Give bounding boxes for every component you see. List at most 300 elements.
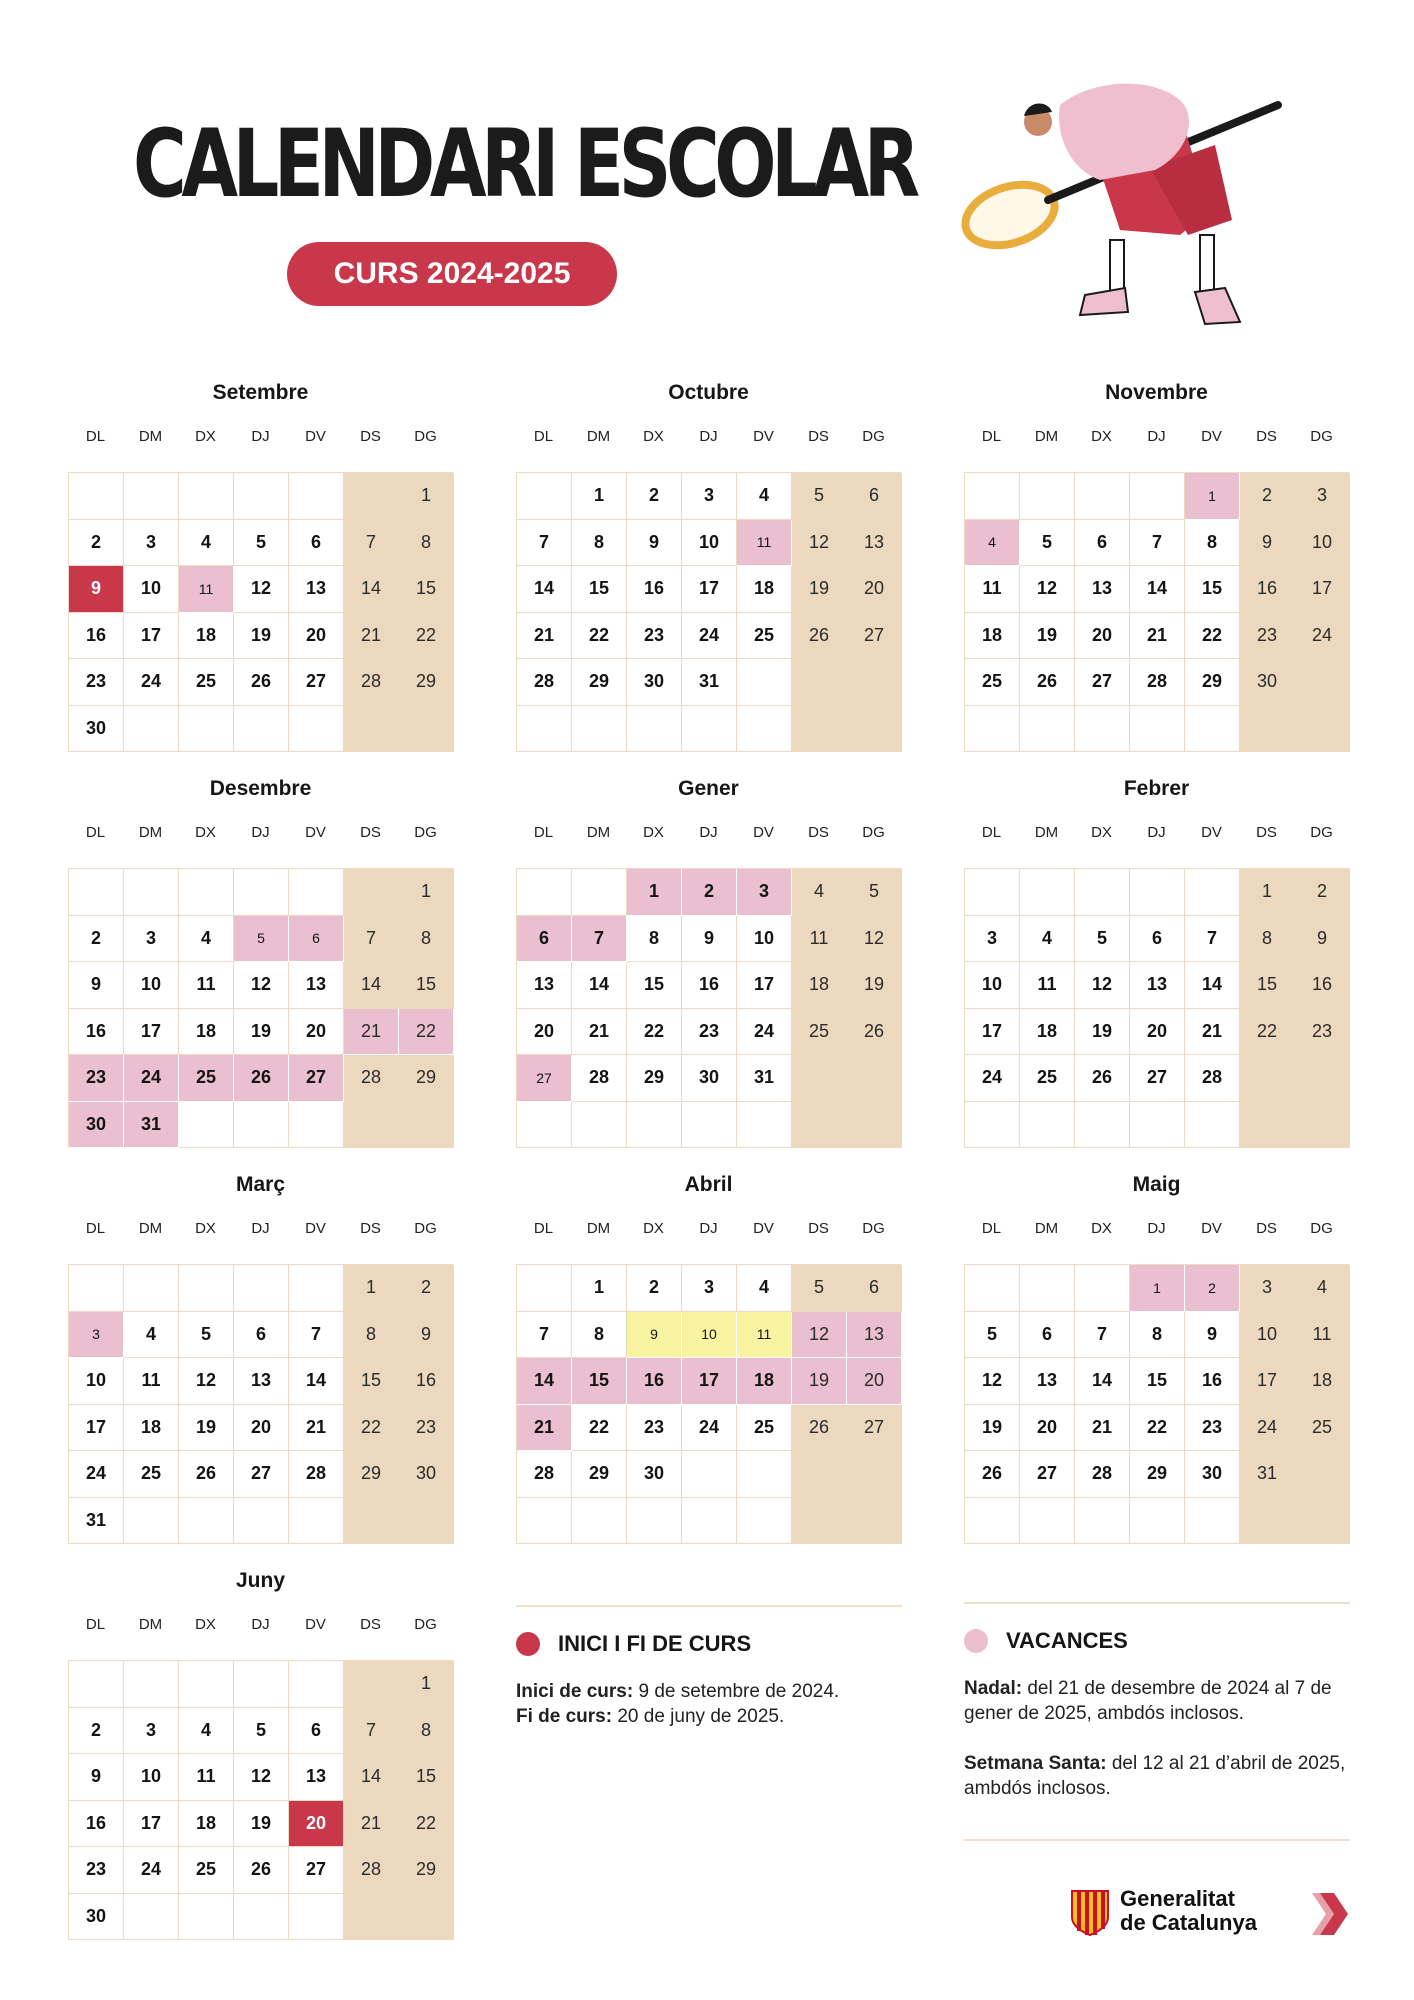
day-cell: 21 bbox=[1130, 613, 1185, 660]
empty-cell bbox=[1020, 473, 1075, 520]
day-cell: 16 bbox=[1240, 566, 1295, 613]
empty-cell bbox=[289, 869, 344, 916]
day-cell: 21 bbox=[289, 1405, 344, 1452]
day-cell: 1 bbox=[344, 1265, 399, 1312]
day-cell: 11 bbox=[737, 1312, 792, 1359]
day-cell: 7 bbox=[1185, 916, 1240, 963]
empty-cell bbox=[124, 1265, 179, 1312]
day-cell: 9 bbox=[682, 916, 737, 963]
day-cell: 3 bbox=[682, 1265, 737, 1312]
month-calendar bbox=[68, 1170, 453, 1544]
month-calendar bbox=[964, 1170, 1349, 1544]
day-cell: 1 bbox=[1185, 473, 1240, 520]
empty-cell bbox=[682, 1102, 737, 1149]
empty-cell bbox=[179, 1102, 234, 1149]
empty-cell bbox=[847, 659, 902, 706]
day-cell: 21 bbox=[344, 613, 399, 660]
empty-cell bbox=[627, 1498, 682, 1545]
empty-cell bbox=[1185, 1102, 1240, 1149]
day-cell: 15 bbox=[399, 566, 454, 613]
empty-cell bbox=[965, 706, 1020, 753]
course-start: Inici de curs: 9 de setembre de 2024. bbox=[516, 1681, 840, 1702]
day-cell: 23 bbox=[69, 659, 124, 706]
weekday-label: DM bbox=[1034, 428, 1059, 445]
day-cell: 3 bbox=[124, 520, 179, 567]
weekday-label: DJ bbox=[1147, 1220, 1166, 1237]
weekday-label: DG bbox=[862, 824, 885, 841]
day-cell: 5 bbox=[234, 1708, 289, 1755]
day-cell: 13 bbox=[517, 962, 572, 1009]
day-cell: 4 bbox=[179, 916, 234, 963]
weekday-header bbox=[68, 818, 453, 848]
day-cell: 19 bbox=[234, 1801, 289, 1848]
empty-cell bbox=[234, 1661, 289, 1708]
empty-cell bbox=[289, 1661, 344, 1708]
legend-vacation-title: VACANCES bbox=[1006, 1628, 1128, 1653]
empty-cell bbox=[1295, 1451, 1350, 1498]
day-cell: 3 bbox=[965, 916, 1020, 963]
day-cell: 8 bbox=[572, 1312, 627, 1359]
empty-cell bbox=[792, 706, 847, 753]
day-cell: 26 bbox=[234, 659, 289, 706]
weekday-label: DJ bbox=[251, 428, 270, 445]
empty-cell bbox=[627, 1102, 682, 1149]
weekday-label: DV bbox=[305, 1220, 326, 1237]
empty-cell bbox=[1295, 659, 1350, 706]
day-cell: 19 bbox=[965, 1405, 1020, 1452]
day-cell: 14 bbox=[1130, 566, 1185, 613]
day-cell: 13 bbox=[847, 1312, 902, 1359]
month-grid bbox=[68, 868, 453, 1148]
weekday-label: DL bbox=[85, 428, 106, 445]
empty-cell bbox=[965, 869, 1020, 916]
empty-cell bbox=[344, 473, 399, 520]
empty-cell bbox=[792, 659, 847, 706]
day-cell: 28 bbox=[344, 1847, 399, 1894]
weekday-label: DM bbox=[138, 1220, 163, 1237]
day-cell: 31 bbox=[682, 659, 737, 706]
empty-cell bbox=[572, 1498, 627, 1545]
empty-cell bbox=[792, 1102, 847, 1149]
day-cell: 3 bbox=[69, 1312, 124, 1359]
weekday-label: DS bbox=[360, 1220, 381, 1237]
empty-cell bbox=[847, 1102, 902, 1149]
page-title: CALENDARI ESCOLAR bbox=[133, 110, 915, 219]
day-cell: 27 bbox=[289, 1847, 344, 1894]
empty-cell bbox=[965, 473, 1020, 520]
empty-cell bbox=[399, 1894, 454, 1941]
day-cell: 1 bbox=[1130, 1265, 1185, 1312]
day-cell: 20 bbox=[517, 1009, 572, 1056]
day-cell: 3 bbox=[124, 1708, 179, 1755]
day-cell: 18 bbox=[179, 1801, 234, 1848]
weekday-label: DL bbox=[533, 824, 554, 841]
empty-cell bbox=[1020, 1498, 1075, 1545]
day-cell: 23 bbox=[69, 1055, 124, 1102]
empty-cell bbox=[399, 1498, 454, 1545]
day-cell: 10 bbox=[124, 1754, 179, 1801]
day-cell: 30 bbox=[682, 1055, 737, 1102]
legend-vacation bbox=[964, 1602, 1350, 1841]
weekday-header bbox=[516, 818, 901, 848]
empty-cell bbox=[69, 1661, 124, 1708]
day-cell: 1 bbox=[627, 869, 682, 916]
month-calendar bbox=[68, 378, 453, 752]
empty-cell bbox=[737, 1451, 792, 1498]
day-cell: 17 bbox=[682, 566, 737, 613]
empty-cell bbox=[1240, 1055, 1295, 1102]
day-cell: 13 bbox=[1130, 962, 1185, 1009]
day-cell: 13 bbox=[289, 962, 344, 1009]
day-cell: 4 bbox=[1020, 916, 1075, 963]
empty-cell bbox=[1075, 1498, 1130, 1545]
empty-cell bbox=[965, 1265, 1020, 1312]
empty-cell bbox=[1185, 869, 1240, 916]
day-cell: 1 bbox=[1240, 869, 1295, 916]
day-cell: 24 bbox=[737, 1009, 792, 1056]
day-cell: 19 bbox=[234, 613, 289, 660]
day-cell: 12 bbox=[234, 1754, 289, 1801]
empty-cell bbox=[344, 1894, 399, 1941]
day-cell: 23 bbox=[69, 1847, 124, 1894]
legend-course bbox=[516, 1605, 902, 1729]
empty-cell bbox=[179, 1661, 234, 1708]
course-dot-icon bbox=[516, 1632, 540, 1656]
day-cell: 20 bbox=[1020, 1405, 1075, 1452]
weekday-label: DV bbox=[753, 1220, 774, 1237]
day-cell: 29 bbox=[399, 1055, 454, 1102]
day-cell: 23 bbox=[682, 1009, 737, 1056]
empty-cell bbox=[1020, 869, 1075, 916]
empty-cell bbox=[1075, 473, 1130, 520]
day-cell: 15 bbox=[627, 962, 682, 1009]
day-cell: 9 bbox=[1295, 916, 1350, 963]
day-cell: 9 bbox=[1240, 520, 1295, 567]
day-cell: 14 bbox=[517, 566, 572, 613]
day-cell: 25 bbox=[179, 1847, 234, 1894]
month-name: Febrer bbox=[1123, 777, 1190, 800]
day-cell: 10 bbox=[682, 520, 737, 567]
day-cell: 21 bbox=[517, 1405, 572, 1452]
empty-cell bbox=[179, 473, 234, 520]
weekday-label: DL bbox=[533, 1220, 554, 1237]
empty-cell bbox=[344, 869, 399, 916]
day-cell: 22 bbox=[572, 613, 627, 660]
day-cell: 26 bbox=[792, 1405, 847, 1452]
day-cell: 27 bbox=[289, 1055, 344, 1102]
day-cell: 21 bbox=[572, 1009, 627, 1056]
day-cell: 16 bbox=[1295, 962, 1350, 1009]
day-cell: 3 bbox=[124, 916, 179, 963]
day-cell: 28 bbox=[1185, 1055, 1240, 1102]
weekday-label: DJ bbox=[1147, 824, 1166, 841]
empty-cell bbox=[792, 1055, 847, 1102]
day-cell: 8 bbox=[1185, 520, 1240, 567]
day-cell: 21 bbox=[344, 1009, 399, 1056]
day-cell: 15 bbox=[399, 962, 454, 1009]
day-cell: 30 bbox=[1240, 659, 1295, 706]
day-cell: 26 bbox=[1020, 659, 1075, 706]
day-cell: 12 bbox=[847, 916, 902, 963]
weekday-header bbox=[68, 1214, 453, 1244]
day-cell: 18 bbox=[792, 962, 847, 1009]
day-cell: 24 bbox=[965, 1055, 1020, 1102]
generalitat-logo bbox=[1070, 1885, 1360, 1945]
day-cell: 29 bbox=[1130, 1451, 1185, 1498]
day-cell: 7 bbox=[517, 520, 572, 567]
day-cell: 1 bbox=[399, 473, 454, 520]
empty-cell bbox=[1075, 706, 1130, 753]
empty-cell bbox=[399, 706, 454, 753]
month-calendar bbox=[964, 774, 1349, 1148]
day-cell: 28 bbox=[517, 1451, 572, 1498]
weekday-label: DS bbox=[360, 1616, 381, 1633]
weekday-label: DX bbox=[643, 1220, 664, 1237]
day-cell: 22 bbox=[399, 1009, 454, 1056]
day-cell: 24 bbox=[69, 1451, 124, 1498]
empty-cell bbox=[124, 1498, 179, 1545]
weekday-header bbox=[964, 1214, 1349, 1244]
weekday-label: DS bbox=[808, 428, 829, 445]
day-cell: 10 bbox=[737, 916, 792, 963]
day-cell: 27 bbox=[517, 1055, 572, 1102]
day-cell: 5 bbox=[234, 916, 289, 963]
logo-line1: Generalitat bbox=[1120, 1886, 1235, 1911]
empty-cell bbox=[179, 1265, 234, 1312]
person-with-magnifier-illustration bbox=[950, 60, 1310, 340]
weekday-label: DM bbox=[586, 428, 611, 445]
day-cell: 26 bbox=[1075, 1055, 1130, 1102]
weekday-label: DV bbox=[305, 428, 326, 445]
empty-cell bbox=[517, 706, 572, 753]
day-cell: 22 bbox=[1185, 613, 1240, 660]
day-cell: 9 bbox=[627, 520, 682, 567]
day-cell: 28 bbox=[344, 1055, 399, 1102]
weekday-header bbox=[516, 1214, 901, 1244]
month-grid bbox=[964, 1264, 1349, 1544]
day-cell: 14 bbox=[1075, 1358, 1130, 1405]
day-cell: 4 bbox=[965, 520, 1020, 567]
day-cell: 17 bbox=[965, 1009, 1020, 1056]
month-grid bbox=[68, 1660, 453, 1940]
day-cell: 29 bbox=[1185, 659, 1240, 706]
weekday-label: DL bbox=[85, 1616, 106, 1633]
logo-line2: de Catalunya bbox=[1120, 1910, 1257, 1935]
day-cell: 10 bbox=[965, 962, 1020, 1009]
day-cell: 10 bbox=[1295, 520, 1350, 567]
day-cell: 1 bbox=[399, 869, 454, 916]
empty-cell bbox=[1295, 1498, 1350, 1545]
empty-cell bbox=[792, 1498, 847, 1545]
day-cell: 26 bbox=[847, 1009, 902, 1056]
empty-cell bbox=[289, 1498, 344, 1545]
weekday-label: DX bbox=[643, 824, 664, 841]
day-cell: 29 bbox=[399, 1847, 454, 1894]
day-cell: 2 bbox=[1240, 473, 1295, 520]
day-cell: 20 bbox=[1075, 613, 1130, 660]
day-cell: 18 bbox=[737, 566, 792, 613]
empty-cell bbox=[682, 706, 737, 753]
empty-cell bbox=[234, 706, 289, 753]
day-cell: 6 bbox=[1130, 916, 1185, 963]
day-cell: 11 bbox=[179, 962, 234, 1009]
empty-cell bbox=[289, 706, 344, 753]
day-cell: 15 bbox=[344, 1358, 399, 1405]
day-cell: 24 bbox=[1240, 1405, 1295, 1452]
day-cell: 24 bbox=[124, 659, 179, 706]
christmas-text: Nadal: del 21 de desembre de 2024 al 7 de gener de 2025, ambdós inclosos. bbox=[964, 1678, 1332, 1724]
day-cell: 9 bbox=[627, 1312, 682, 1359]
day-cell: 14 bbox=[572, 962, 627, 1009]
empty-cell bbox=[234, 1102, 289, 1149]
month-grid bbox=[516, 1264, 901, 1544]
empty-cell bbox=[69, 1265, 124, 1312]
day-cell: 20 bbox=[234, 1405, 289, 1452]
empty-cell bbox=[69, 869, 124, 916]
empty-cell bbox=[124, 1661, 179, 1708]
day-cell: 24 bbox=[124, 1847, 179, 1894]
weekday-label: DX bbox=[1091, 1220, 1112, 1237]
day-cell: 6 bbox=[289, 520, 344, 567]
empty-cell bbox=[1130, 706, 1185, 753]
day-cell: 17 bbox=[682, 1358, 737, 1405]
day-cell: 22 bbox=[399, 613, 454, 660]
day-cell: 4 bbox=[737, 1265, 792, 1312]
day-cell: 13 bbox=[289, 566, 344, 613]
weekday-label: DV bbox=[1201, 824, 1222, 841]
day-cell: 1 bbox=[572, 1265, 627, 1312]
empty-cell bbox=[344, 706, 399, 753]
day-cell: 7 bbox=[289, 1312, 344, 1359]
weekday-label: DJ bbox=[251, 1220, 270, 1237]
empty-cell bbox=[847, 706, 902, 753]
empty-cell bbox=[572, 706, 627, 753]
day-cell: 18 bbox=[179, 1009, 234, 1056]
month-calendar bbox=[516, 1170, 901, 1544]
empty-cell bbox=[289, 1102, 344, 1149]
easter-text: Setmana Santa: del 12 al 21 d’abril de 2025, ambdós inclosos. bbox=[964, 1753, 1346, 1799]
day-cell: 4 bbox=[737, 473, 792, 520]
day-cell: 16 bbox=[69, 1801, 124, 1848]
weekday-label: DL bbox=[981, 824, 1002, 841]
month-name: Març bbox=[235, 1173, 286, 1196]
day-cell: 19 bbox=[792, 566, 847, 613]
weekday-label: DM bbox=[138, 428, 163, 445]
day-cell: 12 bbox=[179, 1358, 234, 1405]
day-cell: 11 bbox=[1020, 962, 1075, 1009]
weekday-label: DV bbox=[753, 824, 774, 841]
vacation-dot-icon bbox=[964, 1629, 988, 1653]
course-badge: CURS 2024-2025 bbox=[287, 242, 617, 306]
day-cell: 15 bbox=[572, 566, 627, 613]
weekday-label: DX bbox=[195, 1616, 216, 1633]
day-cell: 19 bbox=[847, 962, 902, 1009]
day-cell: 16 bbox=[682, 962, 737, 1009]
day-cell: 29 bbox=[572, 1451, 627, 1498]
day-cell: 9 bbox=[69, 962, 124, 1009]
day-cell: 30 bbox=[69, 706, 124, 753]
empty-cell bbox=[124, 473, 179, 520]
day-cell: 12 bbox=[234, 566, 289, 613]
day-cell: 27 bbox=[234, 1451, 289, 1498]
empty-cell bbox=[1240, 1498, 1295, 1545]
day-cell: 4 bbox=[179, 520, 234, 567]
empty-cell bbox=[344, 1102, 399, 1149]
day-cell: 20 bbox=[289, 1009, 344, 1056]
month-calendar bbox=[68, 774, 453, 1148]
day-cell: 21 bbox=[1185, 1009, 1240, 1056]
empty-cell bbox=[1020, 1102, 1075, 1149]
day-cell: 8 bbox=[344, 1312, 399, 1359]
month-name: Gener bbox=[678, 777, 739, 800]
day-cell: 14 bbox=[344, 1754, 399, 1801]
weekday-label: DJ bbox=[699, 824, 718, 841]
day-cell: 12 bbox=[1020, 566, 1075, 613]
day-cell: 25 bbox=[179, 1055, 234, 1102]
day-cell: 23 bbox=[399, 1405, 454, 1452]
day-cell: 10 bbox=[682, 1312, 737, 1359]
day-cell: 27 bbox=[1020, 1451, 1075, 1498]
day-cell: 30 bbox=[69, 1894, 124, 1941]
empty-cell bbox=[1130, 1498, 1185, 1545]
day-cell: 25 bbox=[124, 1451, 179, 1498]
empty-cell bbox=[1130, 1102, 1185, 1149]
day-cell: 8 bbox=[1130, 1312, 1185, 1359]
day-cell: 21 bbox=[344, 1801, 399, 1848]
day-cell: 12 bbox=[792, 520, 847, 567]
day-cell: 7 bbox=[1075, 1312, 1130, 1359]
empty-cell bbox=[1185, 1498, 1240, 1545]
day-cell: 17 bbox=[737, 962, 792, 1009]
day-cell: 29 bbox=[627, 1055, 682, 1102]
empty-cell bbox=[737, 706, 792, 753]
empty-cell bbox=[1295, 706, 1350, 753]
day-cell: 18 bbox=[1295, 1358, 1350, 1405]
day-cell: 26 bbox=[234, 1055, 289, 1102]
day-cell: 27 bbox=[847, 613, 902, 660]
day-cell: 25 bbox=[737, 613, 792, 660]
weekday-header bbox=[964, 818, 1349, 848]
course-end: Fi de curs: 20 de juny de 2025. bbox=[516, 1706, 785, 1727]
weekday-label: DM bbox=[138, 1616, 163, 1633]
day-cell: 7 bbox=[344, 520, 399, 567]
weekday-label: DJ bbox=[251, 1616, 270, 1633]
day-cell: 7 bbox=[1130, 520, 1185, 567]
month-grid bbox=[68, 472, 453, 752]
weekday-label: DJ bbox=[699, 1220, 718, 1237]
weekday-label: DL bbox=[85, 1220, 106, 1237]
weekday-label: DG bbox=[862, 428, 885, 445]
day-cell: 4 bbox=[1295, 1265, 1350, 1312]
day-cell: 15 bbox=[1130, 1358, 1185, 1405]
day-cell: 11 bbox=[965, 566, 1020, 613]
day-cell: 7 bbox=[344, 1708, 399, 1755]
empty-cell bbox=[124, 706, 179, 753]
day-cell: 25 bbox=[179, 659, 234, 706]
weekday-label: DM bbox=[1034, 824, 1059, 841]
weekday-label: DG bbox=[414, 824, 437, 841]
day-cell: 22 bbox=[1130, 1405, 1185, 1452]
day-cell: 29 bbox=[344, 1451, 399, 1498]
day-cell: 1 bbox=[399, 1661, 454, 1708]
empty-cell bbox=[572, 1102, 627, 1149]
day-cell: 22 bbox=[399, 1801, 454, 1848]
day-cell: 31 bbox=[737, 1055, 792, 1102]
month-name: Novembre bbox=[1105, 381, 1208, 404]
empty-cell bbox=[517, 1265, 572, 1312]
empty-cell bbox=[179, 706, 234, 753]
day-cell: 25 bbox=[965, 659, 1020, 706]
